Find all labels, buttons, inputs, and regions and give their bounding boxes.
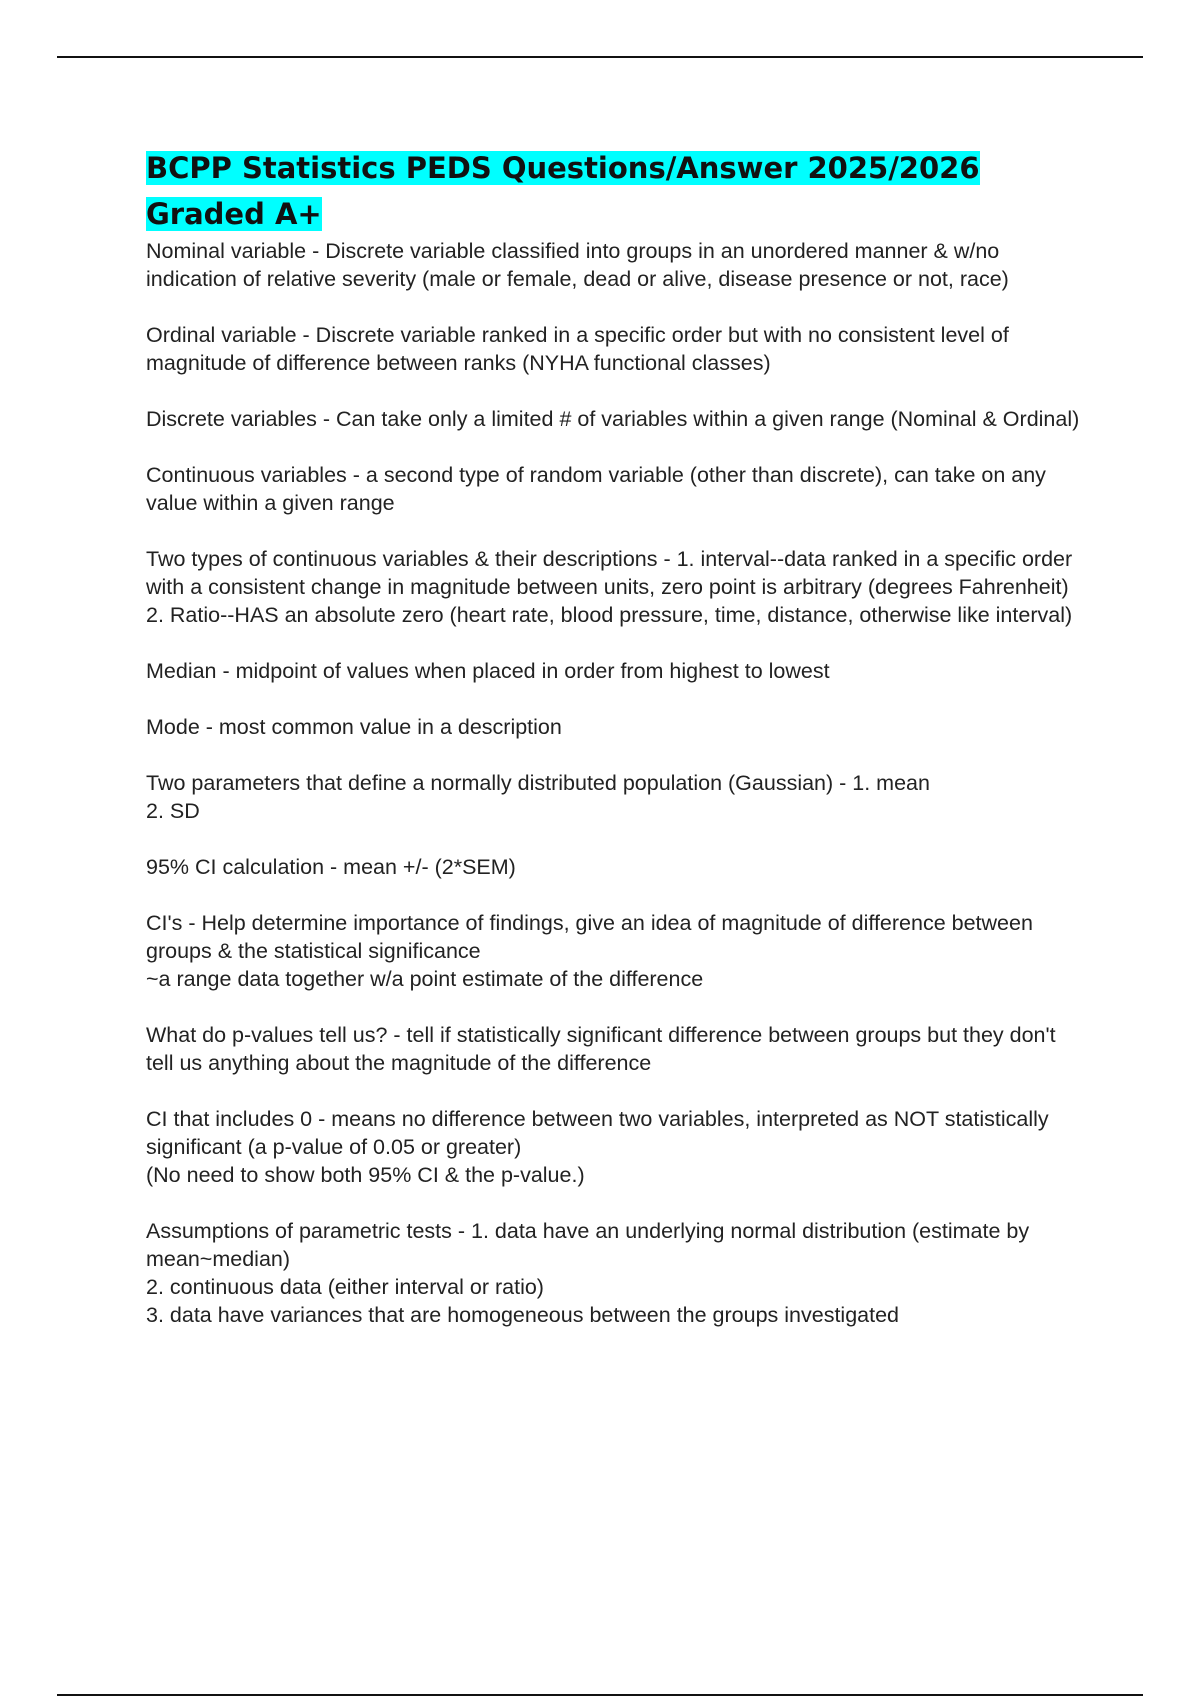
- entry-text: Two parameters that define a normally distributed population (Gaussian) - 1. mean: [146, 771, 930, 795]
- entry-ci-calculation: [146, 853, 1086, 881]
- entry-text: Discrete variables - Can take only a limited # of variables within a given range (Nominal & Ordinal): [146, 407, 1080, 431]
- entry-normal-parameters: [146, 769, 1086, 825]
- entry-ordinal-variable: [146, 321, 1086, 377]
- entry-discrete-variables: [146, 405, 1086, 433]
- entry-text: Two types of continuous variables & their descriptions - 1. interval--data ranked in a specific order with a consistent change in magnitude between units, zero point is arbitrary (degrees Fahrenheit): [146, 547, 1073, 599]
- entry-text: (No need to show both 95% CI & the p-value.): [146, 1163, 585, 1187]
- entry-text: 2. SD: [146, 799, 200, 823]
- entry-cis: [146, 909, 1086, 993]
- entry-mode: [146, 713, 1086, 741]
- footer-rule: [57, 1694, 1143, 1696]
- entry-continuous-variables: [146, 461, 1086, 517]
- header-rule: [57, 56, 1143, 58]
- entry-text: Ordinal variable - Discrete variable ranked in a specific order but with no consistent level of magnitude of difference between ranks (NYHA functional classes): [146, 323, 1009, 375]
- entry-nominal-variable: [146, 237, 1086, 293]
- entry-text: 3. data have variances that are homogeneous between the groups investigated: [146, 1303, 900, 1327]
- entry-text: Continuous variables - a second type of random variable (other than discrete), can take on any value within a given range: [146, 463, 1046, 515]
- title-highlight: BCPP Statistics PEDS Questions/Answer 2025/2026 Graded A+: [146, 151, 980, 231]
- entry-text: ~a range data together w/a point estimate of the difference: [146, 967, 704, 991]
- entry-p-values: [146, 1021, 1086, 1077]
- entry-text: Mode - most common value in a description: [146, 715, 562, 739]
- entry-text: CI's - Help determine importance of findings, give an idea of magnitude of difference between groups & the statistical significance: [146, 911, 1033, 963]
- entry-text: CI that includes 0 - means no difference between two variables, interpreted as NOT statistically significant (a p-value of 0.05 or greater): [146, 1107, 1049, 1159]
- document-title: [146, 145, 1086, 237]
- document-body: [146, 145, 1086, 1357]
- entry-text: 95% CI calculation - mean +/- (2*SEM): [146, 855, 516, 879]
- entry-text: Median - midpoint of values when placed in order from highest to lowest: [146, 659, 830, 683]
- entry-text: 2. Ratio--HAS an absolute zero (heart rate, blood pressure, time, distance, otherwise like interval): [146, 603, 1073, 627]
- entry-ci-includes-zero: [146, 1105, 1086, 1189]
- entry-text: What do p-values tell us? - tell if statistically significant difference between groups but they don't tell us anything about the magnitude of the difference: [146, 1023, 1056, 1075]
- entry-median: [146, 657, 1086, 685]
- entry-continuous-types: [146, 545, 1086, 629]
- entry-text: 2. continuous data (either interval or ratio): [146, 1275, 544, 1299]
- entry-text: Assumptions of parametric tests - 1. data have an underlying normal distribution (estimate by mean~median): [146, 1219, 1030, 1271]
- entry-text: Nominal variable - Discrete variable classified into groups in an unordered manner & w/no indication of relative severity (male or female, dead or alive, disease presence or not, race): [146, 239, 1009, 291]
- entry-list: [146, 237, 1086, 1329]
- entry-parametric-assumptions: [146, 1217, 1086, 1329]
